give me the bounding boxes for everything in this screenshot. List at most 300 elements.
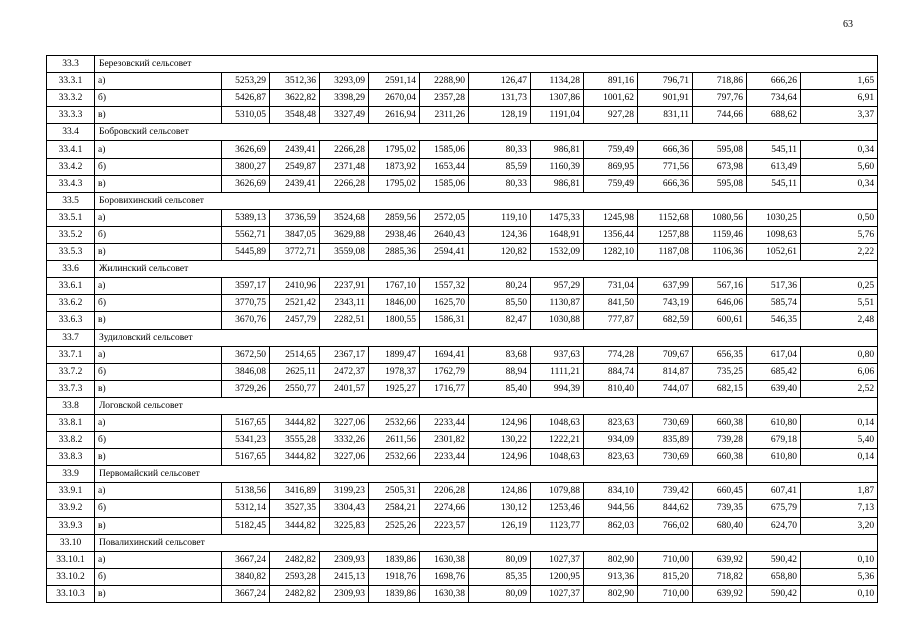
table-row <box>47 73 878 90</box>
value-cell: 1795,02 <box>369 175 420 192</box>
value-cell: 810,40 <box>584 380 638 397</box>
value-cell: 759,49 <box>584 175 638 192</box>
value-cell: 1630,38 <box>420 585 469 602</box>
value-cell: 639,92 <box>693 551 747 568</box>
value-cell: 5562,71 <box>222 226 270 243</box>
row-code: 33.5.2 <box>47 226 95 243</box>
value-cell: 595,08 <box>693 141 747 158</box>
value-cell: 680,40 <box>693 517 747 534</box>
value-cell: 0,10 <box>801 585 878 602</box>
group-code: 33.3 <box>47 56 95 73</box>
row-code: 33.10.3 <box>47 585 95 602</box>
group-header-row <box>47 534 878 551</box>
value-cell: 658,80 <box>747 568 801 585</box>
value-cell: 2343,11 <box>320 295 369 312</box>
value-cell: 1899,47 <box>369 346 420 363</box>
table-row <box>47 90 878 107</box>
value-cell: 2938,46 <box>369 226 420 243</box>
value-cell: 2625,11 <box>270 363 320 380</box>
row-code: 33.4.2 <box>47 158 95 175</box>
value-cell: 685,42 <box>747 363 801 380</box>
value-cell: 5426,87 <box>222 90 270 107</box>
value-cell: 1532,09 <box>531 244 584 261</box>
value-cell: 802,90 <box>584 585 638 602</box>
value-cell: 891,16 <box>584 73 638 90</box>
value-cell: 0,50 <box>801 209 878 226</box>
value-cell: 2371,48 <box>320 158 369 175</box>
value-cell: 2859,56 <box>369 209 420 226</box>
value-cell: 1030,25 <box>747 209 801 226</box>
value-cell: 85,50 <box>469 295 531 312</box>
value-cell: 5310,05 <box>222 107 270 124</box>
value-cell: 2,48 <box>801 312 878 329</box>
row-code: 33.8.1 <box>47 414 95 431</box>
value-cell: 2301,82 <box>420 432 469 449</box>
row-label: а) <box>95 551 222 568</box>
group-header-row <box>47 192 878 209</box>
row-code: 33.3.2 <box>47 90 95 107</box>
value-cell: 744,07 <box>638 380 693 397</box>
value-cell: 3398,29 <box>320 90 369 107</box>
value-cell: 2401,57 <box>320 380 369 397</box>
value-cell: 3555,28 <box>270 432 320 449</box>
value-cell: 545,11 <box>747 141 801 158</box>
value-cell: 617,04 <box>747 346 801 363</box>
value-cell: 5138,56 <box>222 483 270 500</box>
value-cell: 1130,87 <box>531 295 584 312</box>
value-cell: 3597,17 <box>222 278 270 295</box>
value-cell: 1253,46 <box>531 500 584 517</box>
value-cell: 126,47 <box>469 73 531 90</box>
value-cell: 3527,35 <box>270 500 320 517</box>
value-cell: 130,12 <box>469 500 531 517</box>
value-cell: 545,11 <box>747 175 801 192</box>
value-cell: 3672,50 <box>222 346 270 363</box>
value-cell: 595,08 <box>693 175 747 192</box>
row-label: в) <box>95 449 222 466</box>
value-cell: 85,35 <box>469 568 531 585</box>
value-cell: 80,09 <box>469 551 531 568</box>
value-cell: 1030,88 <box>531 312 584 329</box>
value-cell: 2670,04 <box>369 90 420 107</box>
value-cell: 3840,82 <box>222 568 270 585</box>
value-cell: 3667,24 <box>222 551 270 568</box>
table-row <box>47 517 878 534</box>
value-cell: 3444,82 <box>270 517 320 534</box>
value-cell: 3227,06 <box>320 449 369 466</box>
row-label: б) <box>95 500 222 517</box>
value-cell: 1098,63 <box>747 226 801 243</box>
value-cell: 913,36 <box>584 568 638 585</box>
value-cell: 5182,45 <box>222 517 270 534</box>
value-cell: 2282,51 <box>320 312 369 329</box>
value-cell: 2550,77 <box>270 380 320 397</box>
value-cell: 85,59 <box>469 158 531 175</box>
table-row <box>47 278 878 295</box>
value-cell: 2309,93 <box>320 551 369 568</box>
value-cell: 80,24 <box>469 278 531 295</box>
value-cell: 1,65 <box>801 73 878 90</box>
value-cell: 802,90 <box>584 551 638 568</box>
row-code: 33.3.1 <box>47 73 95 90</box>
value-cell: 1795,02 <box>369 141 420 158</box>
value-cell: 3332,26 <box>320 432 369 449</box>
tariff-table <box>46 55 878 603</box>
table-row <box>47 175 878 192</box>
value-cell: 660,38 <box>693 449 747 466</box>
row-label: б) <box>95 158 222 175</box>
value-cell: 88,94 <box>469 363 531 380</box>
value-cell: 759,49 <box>584 141 638 158</box>
value-cell: 831,11 <box>638 107 693 124</box>
value-cell: 1106,36 <box>693 244 747 261</box>
value-cell: 2572,05 <box>420 209 469 226</box>
value-cell: 7,13 <box>801 500 878 517</box>
table-row <box>47 414 878 431</box>
value-cell: 1694,41 <box>420 346 469 363</box>
row-code: 33.8.3 <box>47 449 95 466</box>
value-cell: 6,91 <box>801 90 878 107</box>
value-cell: 1152,68 <box>638 209 693 226</box>
value-cell: 3559,08 <box>320 244 369 261</box>
value-cell: 2885,36 <box>369 244 420 261</box>
value-cell: 3444,82 <box>270 414 320 431</box>
group-code: 33.5 <box>47 192 95 209</box>
row-label: в) <box>95 175 222 192</box>
value-cell: 815,20 <box>638 568 693 585</box>
value-cell: 1191,04 <box>531 107 584 124</box>
value-cell: 730,69 <box>638 414 693 431</box>
group-header-row <box>47 329 878 346</box>
value-cell: 834,10 <box>584 483 638 500</box>
row-code: 33.3.3 <box>47 107 95 124</box>
value-cell: 718,82 <box>693 568 747 585</box>
value-cell: 744,66 <box>693 107 747 124</box>
value-cell: 682,59 <box>638 312 693 329</box>
value-cell: 637,99 <box>638 278 693 295</box>
value-cell: 771,56 <box>638 158 693 175</box>
group-code: 33.8 <box>47 397 95 414</box>
value-cell: 1585,06 <box>420 141 469 158</box>
group-code: 33.6 <box>47 261 95 278</box>
value-cell: 2514,65 <box>270 346 320 363</box>
value-cell: 2357,28 <box>420 90 469 107</box>
value-cell: 986,81 <box>531 141 584 158</box>
value-cell: 2,22 <box>801 244 878 261</box>
value-cell: 613,49 <box>747 158 801 175</box>
value-cell: 1134,28 <box>531 73 584 90</box>
value-cell: 3327,49 <box>320 107 369 124</box>
value-cell: 590,42 <box>747 585 801 602</box>
value-cell: 994,39 <box>531 380 584 397</box>
group-title: Зудиловский сельсовет <box>95 329 878 346</box>
row-label: б) <box>95 432 222 449</box>
value-cell: 673,98 <box>693 158 747 175</box>
row-label: б) <box>95 363 222 380</box>
row-label: б) <box>95 568 222 585</box>
value-cell: 3304,43 <box>320 500 369 517</box>
group-header-row <box>47 56 878 73</box>
value-cell: 2415,13 <box>320 568 369 585</box>
value-cell: 1698,76 <box>420 568 469 585</box>
value-cell: 3736,59 <box>270 209 320 226</box>
value-cell: 2274,66 <box>420 500 469 517</box>
value-cell: 119,10 <box>469 209 531 226</box>
value-cell: 1839,86 <box>369 585 420 602</box>
value-cell: 3770,75 <box>222 295 270 312</box>
value-cell: 6,06 <box>801 363 878 380</box>
value-cell: 639,40 <box>747 380 801 397</box>
value-cell: 2593,28 <box>270 568 320 585</box>
value-cell: 2223,57 <box>420 517 469 534</box>
table-row <box>47 568 878 585</box>
table-row <box>47 295 878 312</box>
value-cell: 5445,89 <box>222 244 270 261</box>
value-cell: 675,79 <box>747 500 801 517</box>
value-cell: 2521,42 <box>270 295 320 312</box>
value-cell: 1653,44 <box>420 158 469 175</box>
value-cell: 682,15 <box>693 380 747 397</box>
value-cell: 3800,27 <box>222 158 270 175</box>
value-cell: 3416,89 <box>270 483 320 500</box>
value-cell: 5,60 <box>801 158 878 175</box>
value-cell: 80,33 <box>469 141 531 158</box>
value-cell: 120,82 <box>469 244 531 261</box>
value-cell: 688,62 <box>747 107 801 124</box>
value-cell: 1222,21 <box>531 432 584 449</box>
value-cell: 1625,70 <box>420 295 469 312</box>
value-cell: 517,36 <box>747 278 801 295</box>
group-title: Бобровский сельсовет <box>95 124 878 141</box>
value-cell: 731,04 <box>584 278 638 295</box>
value-cell: 730,69 <box>638 449 693 466</box>
value-cell: 3512,36 <box>270 73 320 90</box>
value-cell: 610,80 <box>747 414 801 431</box>
value-cell: 0,14 <box>801 449 878 466</box>
group-title: Жилинский сельсовет <box>95 261 878 278</box>
value-cell: 3667,24 <box>222 585 270 602</box>
value-cell: 2266,28 <box>320 175 369 192</box>
row-code: 33.6.3 <box>47 312 95 329</box>
value-cell: 718,86 <box>693 73 747 90</box>
value-cell: 83,68 <box>469 346 531 363</box>
value-cell: 0,10 <box>801 551 878 568</box>
value-cell: 927,28 <box>584 107 638 124</box>
value-cell: 656,35 <box>693 346 747 363</box>
value-cell: 590,42 <box>747 551 801 568</box>
value-cell: 124,86 <box>469 483 531 500</box>
value-cell: 1630,38 <box>420 551 469 568</box>
value-cell: 1187,08 <box>638 244 693 261</box>
value-cell: 600,61 <box>693 312 747 329</box>
value-cell: 1586,31 <box>420 312 469 329</box>
value-cell: 2439,41 <box>270 175 320 192</box>
value-cell: 85,40 <box>469 380 531 397</box>
value-cell: 2594,41 <box>420 244 469 261</box>
row-label: а) <box>95 73 222 90</box>
value-cell: 1839,86 <box>369 551 420 568</box>
value-cell: 666,26 <box>747 73 801 90</box>
value-cell: 3,20 <box>801 517 878 534</box>
value-cell: 1027,37 <box>531 551 584 568</box>
value-cell: 2532,66 <box>369 414 420 431</box>
group-title: Логовской сельсовет <box>95 397 878 414</box>
row-code: 33.6.1 <box>47 278 95 295</box>
group-header-row <box>47 466 878 483</box>
value-cell: 766,02 <box>638 517 693 534</box>
value-cell: 2549,87 <box>270 158 320 175</box>
value-cell: 1245,98 <box>584 209 638 226</box>
value-cell: 5,40 <box>801 432 878 449</box>
table-row <box>47 107 878 124</box>
table-row <box>47 141 878 158</box>
value-cell: 934,09 <box>584 432 638 449</box>
row-label: а) <box>95 414 222 431</box>
group-code: 33.9 <box>47 466 95 483</box>
value-cell: 607,41 <box>747 483 801 500</box>
value-cell: 5,36 <box>801 568 878 585</box>
value-cell: 1001,62 <box>584 90 638 107</box>
row-code: 33.5.3 <box>47 244 95 261</box>
value-cell: 1159,46 <box>693 226 747 243</box>
row-label: б) <box>95 295 222 312</box>
value-cell: 2525,26 <box>369 517 420 534</box>
value-cell: 2367,17 <box>320 346 369 363</box>
value-cell: 2616,94 <box>369 107 420 124</box>
value-cell: 1356,44 <box>584 226 638 243</box>
value-cell: 0,25 <box>801 278 878 295</box>
value-cell: 1557,32 <box>420 278 469 295</box>
value-cell: 3293,09 <box>320 73 369 90</box>
value-cell: 80,33 <box>469 175 531 192</box>
value-cell: 734,64 <box>747 90 801 107</box>
value-cell: 646,06 <box>693 295 747 312</box>
value-cell: 5389,13 <box>222 209 270 226</box>
value-cell: 2237,91 <box>320 278 369 295</box>
group-header-row <box>47 397 878 414</box>
value-cell: 660,38 <box>693 414 747 431</box>
value-cell: 3199,23 <box>320 483 369 500</box>
value-cell: 130,22 <box>469 432 531 449</box>
value-cell: 1200,95 <box>531 568 584 585</box>
value-cell: 5253,29 <box>222 73 270 90</box>
value-cell: 1585,06 <box>420 175 469 192</box>
value-cell: 841,50 <box>584 295 638 312</box>
row-label: в) <box>95 244 222 261</box>
value-cell: 3847,05 <box>270 226 320 243</box>
value-cell: 2482,82 <box>270 551 320 568</box>
value-cell: 823,63 <box>584 414 638 431</box>
value-cell: 2266,28 <box>320 141 369 158</box>
value-cell: 2457,79 <box>270 312 320 329</box>
value-cell: 624,70 <box>747 517 801 534</box>
value-cell: 937,63 <box>531 346 584 363</box>
table-row <box>47 363 878 380</box>
value-cell: 5,51 <box>801 295 878 312</box>
value-cell: 3,37 <box>801 107 878 124</box>
row-code: 33.4.1 <box>47 141 95 158</box>
table-row <box>47 158 878 175</box>
value-cell: 901,91 <box>638 90 693 107</box>
value-cell: 1080,56 <box>693 209 747 226</box>
value-cell: 710,00 <box>638 551 693 568</box>
value-cell: 0,34 <box>801 175 878 192</box>
value-cell: 3670,76 <box>222 312 270 329</box>
value-cell: 1,87 <box>801 483 878 500</box>
value-cell: 957,29 <box>531 278 584 295</box>
value-cell: 844,62 <box>638 500 693 517</box>
value-cell: 2,52 <box>801 380 878 397</box>
value-cell: 585,74 <box>747 295 801 312</box>
value-cell: 1052,61 <box>747 244 801 261</box>
value-cell: 3548,48 <box>270 107 320 124</box>
table-row <box>47 346 878 363</box>
value-cell: 1282,10 <box>584 244 638 261</box>
row-label: б) <box>95 226 222 243</box>
value-cell: 1873,92 <box>369 158 420 175</box>
value-cell: 80,09 <box>469 585 531 602</box>
value-cell: 1307,86 <box>531 90 584 107</box>
value-cell: 1925,27 <box>369 380 420 397</box>
row-label: б) <box>95 90 222 107</box>
table-row <box>47 449 878 466</box>
table-row <box>47 551 878 568</box>
group-title: Березовский сельсовет <box>95 56 878 73</box>
value-cell: 3227,06 <box>320 414 369 431</box>
table-row <box>47 585 878 602</box>
value-cell: 1716,77 <box>420 380 469 397</box>
value-cell: 0,34 <box>801 141 878 158</box>
value-cell: 862,03 <box>584 517 638 534</box>
value-cell: 660,45 <box>693 483 747 500</box>
value-cell: 131,73 <box>469 90 531 107</box>
table-row <box>47 432 878 449</box>
value-cell: 3629,88 <box>320 226 369 243</box>
value-cell: 709,67 <box>638 346 693 363</box>
value-cell: 5312,14 <box>222 500 270 517</box>
row-label: в) <box>95 380 222 397</box>
value-cell: 2233,44 <box>420 414 469 431</box>
row-code: 33.7.3 <box>47 380 95 397</box>
group-header-row <box>47 124 878 141</box>
value-cell: 797,76 <box>693 90 747 107</box>
value-cell: 2410,96 <box>270 278 320 295</box>
value-cell: 3729,26 <box>222 380 270 397</box>
row-code: 33.10.1 <box>47 551 95 568</box>
value-cell: 1846,00 <box>369 295 420 312</box>
value-cell: 3846,08 <box>222 363 270 380</box>
value-cell: 1978,37 <box>369 363 420 380</box>
value-cell: 0,14 <box>801 414 878 431</box>
value-cell: 743,19 <box>638 295 693 312</box>
value-cell: 2311,26 <box>420 107 469 124</box>
value-cell: 2288,90 <box>420 73 469 90</box>
value-cell: 1767,10 <box>369 278 420 295</box>
value-cell: 82,47 <box>469 312 531 329</box>
value-cell: 546,35 <box>747 312 801 329</box>
value-cell: 1648,91 <box>531 226 584 243</box>
value-cell: 823,63 <box>584 449 638 466</box>
value-cell: 3524,68 <box>320 209 369 226</box>
value-cell: 1918,76 <box>369 568 420 585</box>
row-label: а) <box>95 278 222 295</box>
value-cell: 796,71 <box>638 73 693 90</box>
value-cell: 710,00 <box>638 585 693 602</box>
row-label: а) <box>95 209 222 226</box>
group-code: 33.7 <box>47 329 95 346</box>
value-cell: 884,74 <box>584 363 638 380</box>
value-cell: 3622,82 <box>270 90 320 107</box>
